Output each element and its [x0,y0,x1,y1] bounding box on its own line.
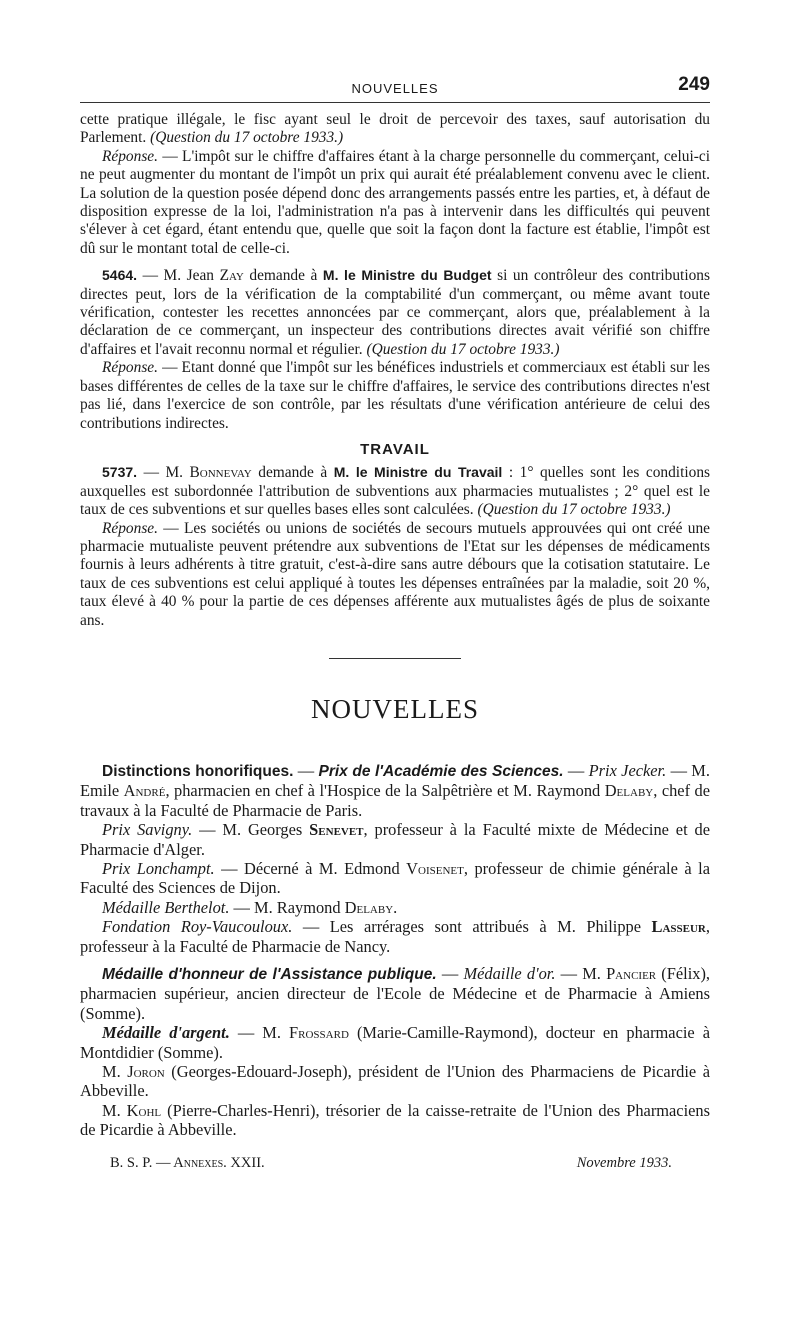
page-footer [80,1154,710,1176]
question-5464: 5464. — M. Jean Zay demande à M. le Ministre du Budget si un contrôleur des contributions directes peut, lors de la vérification de la comptabilité d'un commerçant, ou même avant toute vérification, contester les recettes annoncées par ce commerçant, alors que, préalablement à la déclaration de ce commerçant, un inspecteur des contributions directes avait vérifié son chiffre d'affaires et l'avait reconnu normal et régulier. (Question du 17 octobre 1933.) [80,267,710,358]
footer-signature: B. S. P. — Annexes. XXII. [110,1154,265,1171]
page [80,62,710,1176]
prix-savigny: Prix Savigny. — M. Georges Senevet, professeur à la Faculté mixte de Médecine et de Pharmacie d'Alger. [80,820,710,859]
paragraph-continuation: cette pratique illégale, le fisc ayant seul le droit de percevoir des taxes, sauf autorisation du Parlement. (Question du 17 octobre 1933.) [80,111,710,147]
paragraph-reponse-1: Réponse. — L'impôt sur le chiffre d'affaires étant à la charge personnelle du commerçant, celui-ci ne peut augmenter du montant de l'impôt un prix qui aurait été préalablement convenu avec le client. La solution de la question posée dépend donc des arrangements passés entre les parties, et, à défaut de disposition expresse de la loi, l'administration n'a pas à intervenir dans les difficultés qui peuvent s'élever à cet égard, étant entendu que, quelle que soit la façon dont la facture est établie, l'impôt est dû sur le montant total de celle-ci. [80,147,710,257]
section-divider [329,658,461,659]
question-5737: 5737. — M. Bonnevay demande à M. le Ministre du Travail : 1° quelles sont les conditions auxquelles est subordonnée l'attribution de subventions aux pharmacies mutualistes ; 2° quel est le taux de ces subventions et sur quelles bases elles sont calculées. (Question du 17 octobre 1933.) [80,464,711,519]
fondation-roy-vaucouloux: Fondation Roy-Vaucouloux. — Les arrérages sont attribués à M. Philippe Lasseur, professeur à la Faculté de Pharmacie de Nancy. [80,917,710,956]
medaille-argent: Médaille d'argent. — M. Frossard (Marie-Camille-Raymond), docteur en pharmacie à Montdidier (Somme). [80,1023,710,1062]
nouvelles-body [80,761,710,1140]
running-title: NOUVELLES [351,81,439,96]
running-header [80,62,710,102]
section-title-travail: TRAVAIL [360,440,430,458]
section-title-nouvelles: NOUVELLES [311,693,479,724]
footer-date: Novembre 1933. [576,1154,672,1171]
prix-lonchampt: Prix Lonchampt. — Décerné à M. Edmond Voisenet, professeur de chimie générale à la Faculté des Sciences de Dijon. [80,859,710,898]
header-rule [80,102,710,103]
page-number: 249 [678,74,710,95]
reponse-5737: Réponse. — Les sociétés ou unions de sociétés de secours mutuels approuvées qui ont créé une pharmacie mutualiste peuvent prétendre aux subventions de l'Etat sur les dépenses de médicaments fournis à leurs adhérents à titre gratuit, c'est-à-dire sans autre débours que la cotisation statutaire. Le taux de ces subventions est celui appliqué à toutes les dépenses entraînées par la maladie, soit 20 %, taux élevé à 40 % pour la partie de ces dépenses afférente aux mutualistes âgés de plus de soixante ans. [80,519,710,629]
distinctions-paragraph: Distinctions honorifiques. — Prix de l'Académie des Sciences. — Prix Jecker. — M. Emile André, pharmacien en chef à l'Hospice de la Salpêtrière et M. Raymond Delaby, chef de travaux à la Faculté de Pharmacie de Paris. [80,760,710,820]
entry-joron: M. Joron (Georges-Edouard-Joseph), président de l'Union des Pharmaciens de Picardie à Abbeville. [80,1062,710,1101]
entry-kohl: M. Kohl (Pierre-Charles-Henri), trésorier de la caisse-retraite de l'Union des Pharmaciens de Picardie à Abbeville. [80,1100,710,1140]
medaille-berthelot: Médaille Berthelot. — M. Raymond Delaby. [102,897,398,917]
reponse-5464: Réponse. — Etant donné que l'impôt sur les bénéfices industriels et commerciaux est établi sur les bases différentes de celles de la taxe sur le chiffre d'affaires, le service des contributions directes n'est pas lié, dans l'exercice de son contrôle, par les résultats d'une vérification antérieure de celui des contributions indirectes. [80,359,710,432]
medaille-assistance-publique: Médaille d'honneur de l'Assistance publique. — Médaille d'or. — M. Pancier (Félix), pharmacien supérieur, ancien directeur de l'Ecole de Médecine et de Pharmacie à Amiens (Somme). [80,964,711,1023]
